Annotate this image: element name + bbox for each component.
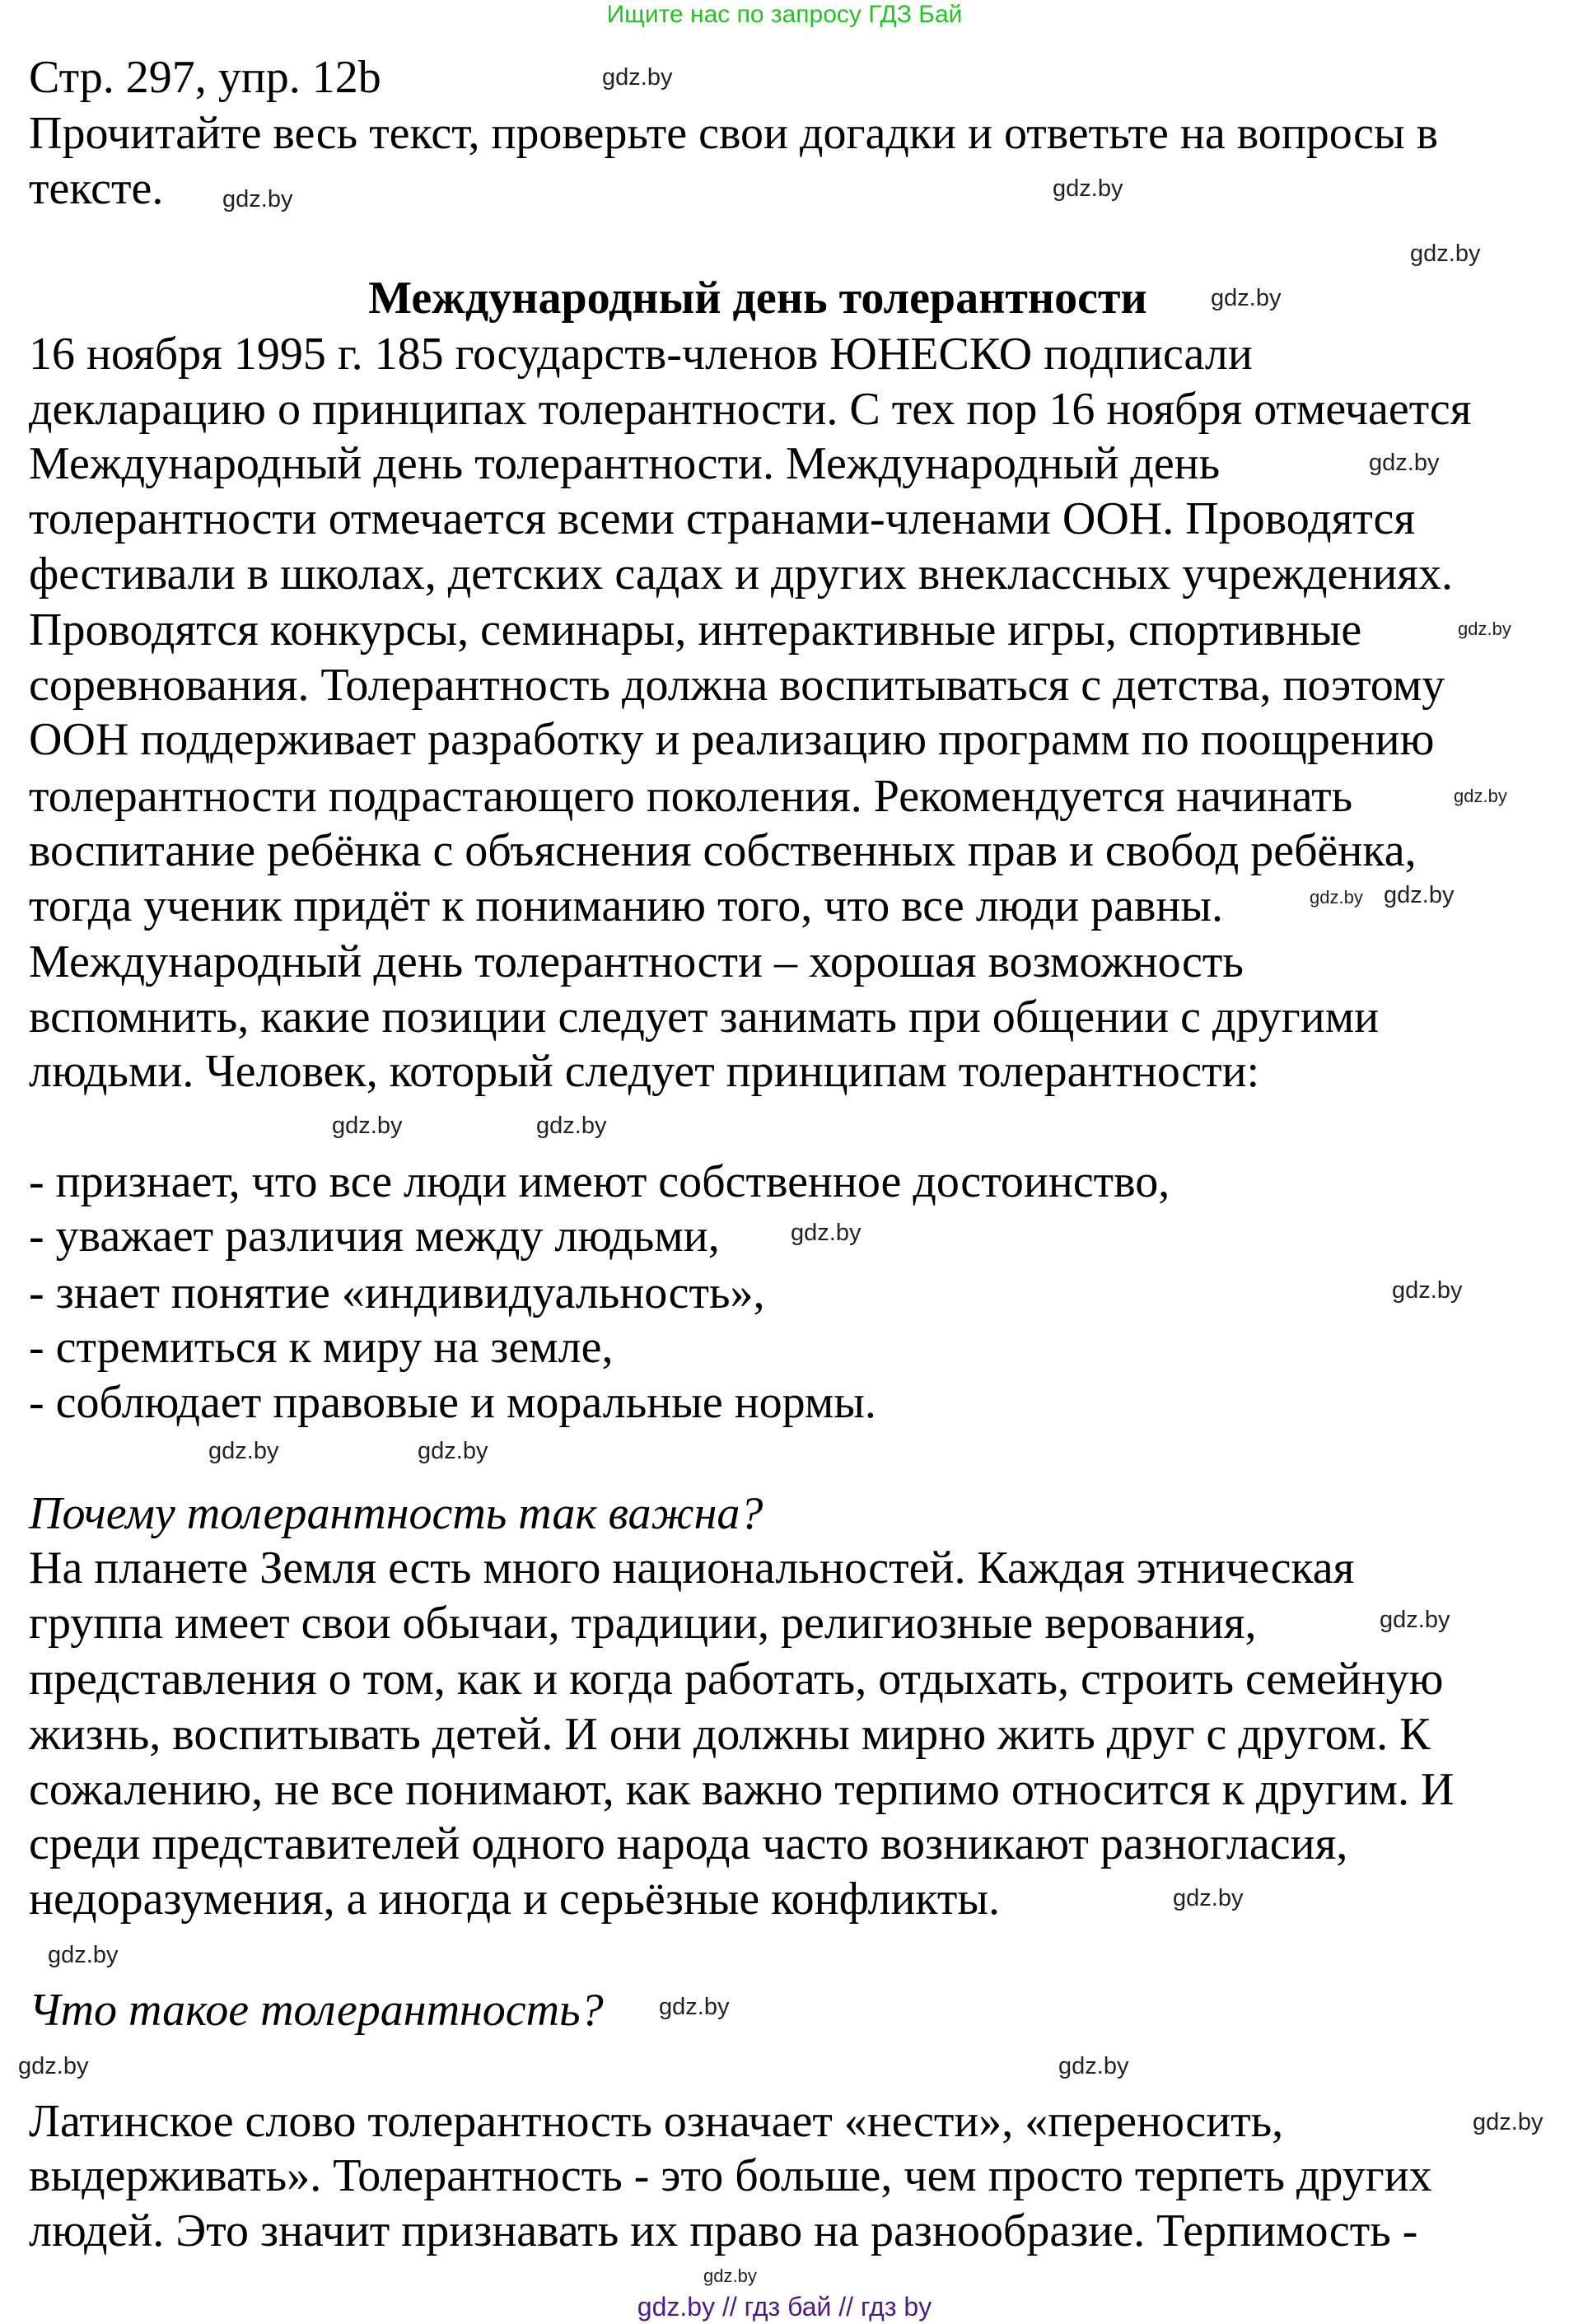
watermark: gdz.by [1392, 1277, 1463, 1304]
text-line: соревнования. Толерантность должна воспитываться с детства, поэтому [29, 660, 1445, 711]
watermark: gdz.by [791, 1220, 862, 1246]
text-line: толерантности отмечается всеми странами-членами ООН. Проводятся [29, 493, 1416, 544]
text-line: Латинское слово толерантность означает «нести», «переносить, [29, 2096, 1284, 2147]
watermark: gdz.by [332, 1113, 403, 1139]
watermark: gdz.by [659, 1994, 730, 2020]
text-line: - признает, что все люди имеют собственное достоинство, [29, 1156, 1170, 1207]
text-line: жизнь, воспитывать детей. И они должны мирно жить друг с другом. К [29, 1709, 1431, 1760]
text-line: представления о том, как и когда работать, отдыхать, строить семейную [29, 1654, 1444, 1705]
section-question: Что такое толерантность? [29, 1985, 604, 2036]
watermark: gdz.by [1454, 786, 1507, 806]
watermark: gdz.by [1473, 2109, 1543, 2135]
watermark: gdz.by [1384, 882, 1455, 908]
watermark: gdz.by [1053, 175, 1123, 202]
watermark: gdz.by [208, 1438, 279, 1464]
text-line: людей. Это значит признавать их право на разнообразие. Терпимость - [29, 2205, 1418, 2256]
text-line: тексте. [29, 163, 164, 214]
watermark: gdz.by [1369, 450, 1440, 476]
text-line: - соблюдает правовые и моральные нормы. [29, 1377, 876, 1428]
watermark: gdz.by [1310, 887, 1363, 908]
watermark: gdz.by [1173, 1885, 1244, 1911]
watermark: gdz.by [418, 1438, 488, 1464]
watermark: gdz.by [1211, 285, 1282, 311]
text-line: - знает понятие «индивидуальность», [29, 1267, 765, 1318]
watermark: gdz.by [222, 186, 293, 212]
exercise-title: Стр. 297, упр. 12b [29, 52, 381, 103]
text-line: декларацию о принципах толерантности. С тех пор 16 ноября отмечается [29, 384, 1472, 435]
text-line: ООН поддерживает разработку и реализацию программ по поощрению [29, 714, 1435, 765]
search-banner: Ищите нас по запросу ГДЗ Бай [606, 1, 963, 28]
watermark: gdz.by [1458, 618, 1511, 639]
watermark: gdz.by [1410, 240, 1481, 267]
text-line: - уважает различия между людьми, [29, 1211, 720, 1262]
text-line: Международный день толерантности – хорошая возможность [29, 936, 1244, 987]
watermark: gdz.by [536, 1113, 607, 1139]
footer-links[interactable]: gdz.by // гдз бай // гдз by [637, 2292, 932, 2322]
article-heading: Международный день толерантности [368, 273, 1147, 324]
watermark: gdz.by [703, 2266, 757, 2286]
watermark: gdz.by [18, 2053, 89, 2079]
text-line: воспитание ребёнка с объяснения собственных прав и свобод ребёнка, [29, 825, 1417, 876]
text-line: фестивали в школах, детских садах и других внеклассных учреждениях. [29, 548, 1454, 600]
text-line: вспомнить, какие позиции следует занимать при общении с другими [29, 992, 1380, 1043]
text-line: - стремиться к миру на земле, [29, 1322, 614, 1373]
watermark: gdz.by [48, 1942, 119, 1968]
watermark: gdz.by [602, 64, 673, 91]
text-line: сожалению, не все понимают, как важно терпимо относится к другим. И [29, 1764, 1455, 1815]
text-line: 16 ноября 1995 г. 185 государств-членов ЮНЕСКО подписали [29, 329, 1253, 380]
text-line: Прочитайте весь текст, проверьте свои догадки и ответьте на вопросы в [29, 108, 1439, 159]
text-line: выдерживать». Толерантность - это больше, чем просто терпеть других [29, 2150, 1432, 2201]
text-line: недоразумения, а иногда и серьёзные конфликты. [29, 1874, 1000, 1925]
text-line: Международный день толерантности. Международный день [29, 438, 1221, 489]
text-line: толерантности подрастающего поколения. Рекомендуется начинать [29, 771, 1353, 822]
watermark: gdz.by [1058, 2053, 1129, 2079]
watermark: gdz.by [1380, 1607, 1450, 1633]
text-line: людьми. Человек, который следует принципам толерантности: [29, 1046, 1260, 1097]
text-line: группа имеет свои обычаи, традиции, религиозные верования, [29, 1598, 1257, 1649]
section-question: Почему толерантность так важна? [29, 1488, 763, 1539]
text-line: На планете Земля есть много национальностей. Каждая этническая [29, 1542, 1355, 1594]
text-line: среди представителей одного народа часто возникают разногласия, [29, 1818, 1348, 1869]
text-line: тогда ученик придёт к пониманию того, что все люди равны. [29, 880, 1223, 931]
text-line: Проводятся конкурсы, семинары, интерактивные игры, спортивные [29, 604, 1362, 656]
